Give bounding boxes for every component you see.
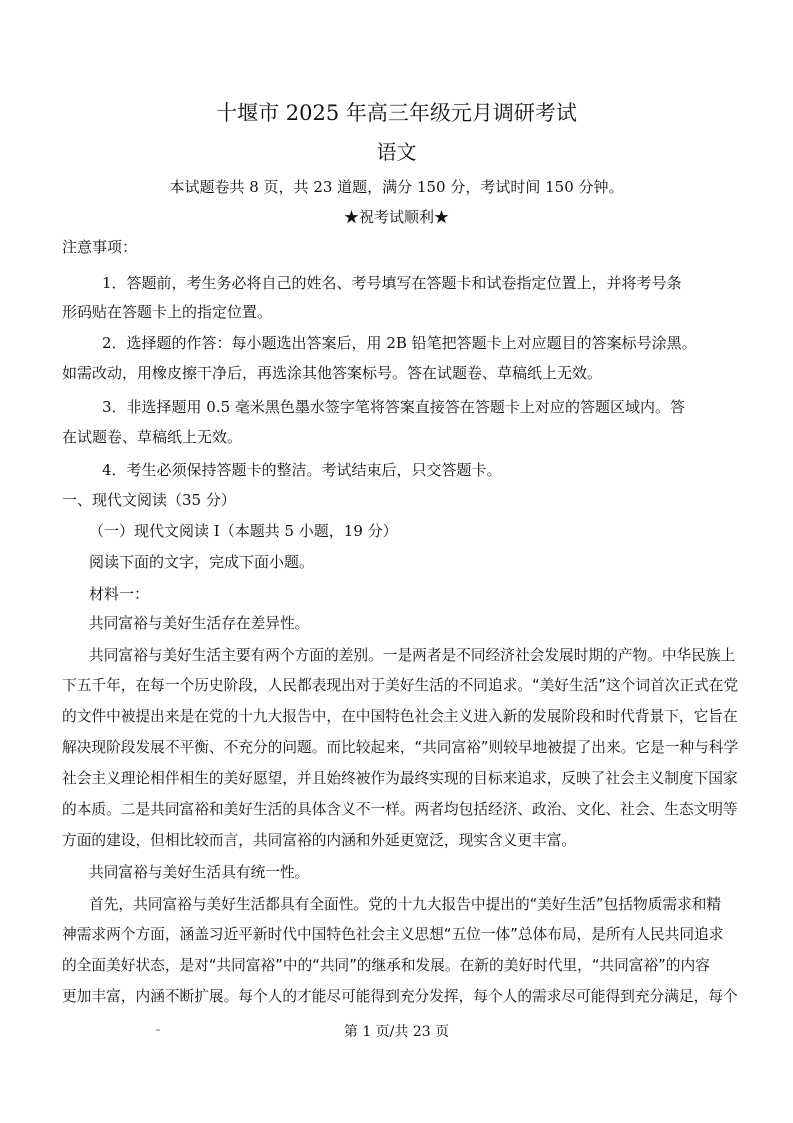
subsection-heading: （一）现代文阅读 I（本题共 5 小题，19 分） [89, 522, 398, 540]
passage-line: 共同富裕与美好生活存在差异性。 [89, 615, 310, 632]
passage-line: 的全面美好状态，是对“共同富裕”中的“共同”的继承和发展。在新的美好时代里，“共同富裕”的内容 [62, 957, 710, 974]
notice-line: 如需改动，用橡皮擦干净后，再选涂其他答案标号。答在试题卷、草稿纸上无效。 [62, 364, 603, 382]
notice-line: 3．非选择题用 0.5 毫米黑色墨水签字笔将答案直接答在答题卡上对应的答题区域内。答 [102, 398, 685, 416]
passage-line: 社会主义理论相伴相生的美好愿望，并且始终被作为最终实现的目标来追求，反映了社会主义制度下国家 [62, 770, 738, 787]
blessing-line: ★祝考试顺利★ [343, 208, 449, 226]
section-heading: 一、现代文阅读（35 分） [62, 491, 236, 509]
notice-line: 4．考生必须保持答题卡的整洁。考试结束后，只交答题卡。 [102, 461, 502, 479]
reading-instruction: 阅读下面的文字，完成下面小题。 [89, 553, 315, 571]
passage-line: 共同富裕与美好生活具有统一性。 [89, 864, 310, 881]
notice-heading: 注意事项： [62, 238, 138, 256]
passage-line: 更加丰富，内涵不断扩展。每个人的才能尽可能得到充分发挥，每个人的需求尽可能得到充分满足，每个 [62, 988, 738, 1005]
passage-line: 下五千年，在每一个历史阶段，人民都表现出对于美好生活的不同追求。“美好生活”这个词首次正式在党 [62, 677, 739, 694]
passage-line: 解决现阶段发展不平衡、不充分的问题。而比较起来，“共同富裕”则较早地被提了出来。它是一种与科学 [62, 739, 739, 756]
passage-line: 的文件中被提出来是在党的十九大报告中，在中国特色社会主义进入新的发展阶段和时代背景下，它旨在 [62, 708, 738, 725]
passage-line: 方面的建设，但相比较而言，共同富裕的内涵和外延更宽泛，现实含义更丰富。 [62, 832, 577, 849]
notice-line: 形码贴在答题卡上的指定位置。 [62, 303, 273, 321]
notice-line: 2．选择题的作答：每小题选出答案后，用 2B 铅笔把答题卡上对应题目的答案标号涂黑。 [102, 334, 697, 352]
notice-line: 1．答题前，考生务必将自己的姓名、考号填写在答题卡和试卷指定位置上，并将考号条 [102, 274, 682, 292]
page-footer: 第 1 页/共 23 页 [343, 1024, 450, 1040]
notice-line: 在试题卷、草稿纸上无效。 [62, 428, 243, 446]
passage-line: 首先，共同富裕与美好生活都具有全面性。党的十九大报告中提出的“美好生活”包括物质需求和精 [89, 896, 722, 913]
material-label: 材料一： [89, 585, 150, 603]
exam-title: 十堰市 2025 年高三年级元月调研考试 [216, 101, 577, 125]
passage-line: 共同富裕与美好生活主要有两个方面的差别。一是两者是不同经济社会发展时期的产物。中华民族上 [89, 647, 736, 664]
subject-title: 语文 [376, 140, 417, 164]
passage-line: 的本质。二是共同富裕和美好生活的具体含义不一样。两者均包括经济、政治、文化、社会、生态文明等 [62, 801, 738, 818]
passage-line: 神需求两个方面，涵盖习近平新时代中国特色社会主义思想“五位一体”总体布局，是所有人民共同追求 [62, 926, 724, 943]
exam-info: 本试题卷共 8 页，共 23 道题，满分 150 分，考试时间 150 分钟。 [169, 178, 624, 196]
